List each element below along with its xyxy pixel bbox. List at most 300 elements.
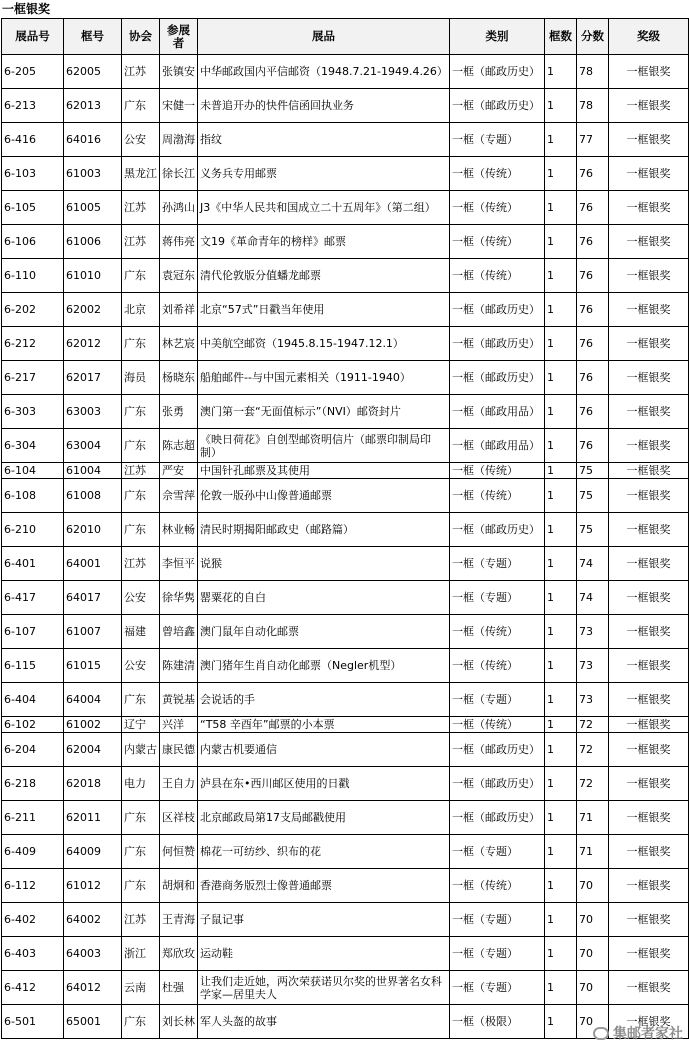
cell-exhibitor: 郑欣玫 bbox=[160, 937, 198, 971]
cell-score: 76 bbox=[577, 293, 609, 327]
cell-score: 77 bbox=[577, 123, 609, 157]
cell-frame-no: 62012 bbox=[64, 327, 122, 361]
cell-frame-count: 1 bbox=[545, 191, 577, 225]
cell-association: 海员 bbox=[122, 361, 160, 395]
cell-frame-count: 1 bbox=[545, 361, 577, 395]
cell-award: 一框银奖 bbox=[609, 513, 689, 547]
cell-category: 一框（传统） bbox=[450, 717, 545, 733]
cell-score: 70 bbox=[577, 1005, 609, 1039]
table-row bbox=[2, 547, 689, 581]
cell-score: 76 bbox=[577, 327, 609, 361]
cell-association: 广东 bbox=[122, 869, 160, 903]
cell-exhibitor: 张镇安 bbox=[160, 55, 198, 89]
cell-award: 一框银奖 bbox=[609, 547, 689, 581]
cell-exhibit: 伦敦一版孙中山像普通邮票 bbox=[198, 479, 450, 513]
cell-association: 广东 bbox=[122, 395, 160, 429]
cell-frame-no: 63003 bbox=[64, 395, 122, 429]
cell-exhibit: 船舶邮件--与中国元素相关（1911-1940） bbox=[198, 361, 450, 395]
cell-award: 一框银奖 bbox=[609, 717, 689, 733]
cell-frame-no: 62005 bbox=[64, 55, 122, 89]
cell-category: 一框（传统） bbox=[450, 869, 545, 903]
table-row bbox=[2, 361, 689, 395]
cell-exhibit-no: 6-303 bbox=[2, 395, 64, 429]
cell-category: 一框（传统） bbox=[450, 479, 545, 513]
cell-association: 广东 bbox=[122, 683, 160, 717]
cell-category: 一框（传统） bbox=[450, 259, 545, 293]
cell-score: 70 bbox=[577, 869, 609, 903]
cell-exhibitor: 刘长林 bbox=[160, 1005, 198, 1039]
cell-frame-count: 1 bbox=[545, 733, 577, 767]
table-row bbox=[2, 123, 689, 157]
cell-exhibit-no: 6-104 bbox=[2, 463, 64, 479]
cell-score: 75 bbox=[577, 463, 609, 479]
cell-exhibit: 说猴 bbox=[198, 547, 450, 581]
table-row bbox=[2, 157, 689, 191]
cell-award: 一框银奖 bbox=[609, 479, 689, 513]
cell-exhibit: 指纹 bbox=[198, 123, 450, 157]
cell-frame-no: 64002 bbox=[64, 903, 122, 937]
cell-frame-count: 1 bbox=[545, 903, 577, 937]
table-row bbox=[2, 513, 689, 547]
cell-exhibit: 北京“57式”日戳当年使用 bbox=[198, 293, 450, 327]
cell-frame-no: 61005 bbox=[64, 191, 122, 225]
cell-category: 一框（专题） bbox=[450, 971, 545, 1005]
cell-exhibit: “T58 辛酉年”邮票的小本票 bbox=[198, 717, 450, 733]
cell-exhibit-no: 6-202 bbox=[2, 293, 64, 327]
cell-exhibit-no: 6-106 bbox=[2, 225, 64, 259]
cell-award: 一框银奖 bbox=[609, 835, 689, 869]
cell-category: 一框（专题） bbox=[450, 835, 545, 869]
table-row bbox=[2, 615, 689, 649]
cell-frame-no: 64009 bbox=[64, 835, 122, 869]
cell-award: 一框银奖 bbox=[609, 225, 689, 259]
cell-association: 浙江 bbox=[122, 937, 160, 971]
cell-score: 76 bbox=[577, 225, 609, 259]
cell-category: 一框（专题） bbox=[450, 123, 545, 157]
cell-exhibit-no: 6-115 bbox=[2, 649, 64, 683]
cell-exhibit: 澳门第一套“无面值标示”（NVI）邮资封片 bbox=[198, 395, 450, 429]
cell-frame-no: 62018 bbox=[64, 767, 122, 801]
cell-association: 广东 bbox=[122, 327, 160, 361]
table-row bbox=[2, 581, 689, 615]
cell-category: 一框（专题） bbox=[450, 547, 545, 581]
cell-exhibit-no: 6-108 bbox=[2, 479, 64, 513]
cell-score: 74 bbox=[577, 581, 609, 615]
cell-frame-no: 61015 bbox=[64, 649, 122, 683]
cell-frame-no: 64012 bbox=[64, 971, 122, 1005]
cell-category: 一框（邮政历史） bbox=[450, 361, 545, 395]
cell-exhibitor: 胡炯和 bbox=[160, 869, 198, 903]
cell-score: 75 bbox=[577, 513, 609, 547]
cell-frame-no: 61004 bbox=[64, 463, 122, 479]
cell-score: 73 bbox=[577, 683, 609, 717]
cell-score: 76 bbox=[577, 361, 609, 395]
table-row bbox=[2, 395, 689, 429]
cell-score: 75 bbox=[577, 479, 609, 513]
cell-score: 71 bbox=[577, 835, 609, 869]
cell-frame-count: 1 bbox=[545, 547, 577, 581]
cell-exhibit-no: 6-212 bbox=[2, 327, 64, 361]
table-row bbox=[2, 89, 689, 123]
cell-exhibit: 棉花一可纺纱、织布的花 bbox=[198, 835, 450, 869]
col-header-frame-no: 框号 bbox=[64, 19, 122, 55]
cell-association: 北京 bbox=[122, 293, 160, 327]
cell-frame-count: 1 bbox=[545, 1005, 577, 1039]
cell-exhibitor: 刘希祥 bbox=[160, 293, 198, 327]
table-row bbox=[2, 327, 689, 361]
col-header-exhibit: 展品 bbox=[198, 19, 450, 55]
cell-exhibit-no: 6-211 bbox=[2, 801, 64, 835]
cell-score: 78 bbox=[577, 89, 609, 123]
awards-table bbox=[1, 18, 689, 1039]
cell-category: 一框（邮政历史） bbox=[450, 733, 545, 767]
cell-exhibit: 内蒙古机要通信 bbox=[198, 733, 450, 767]
cell-frame-count: 1 bbox=[545, 225, 577, 259]
cell-frame-count: 1 bbox=[545, 649, 577, 683]
cell-exhibitor: 曾培鑫 bbox=[160, 615, 198, 649]
table-row bbox=[2, 717, 689, 733]
cell-exhibitor: 宋健一 bbox=[160, 89, 198, 123]
cell-award: 一框银奖 bbox=[609, 293, 689, 327]
cell-association: 广东 bbox=[122, 479, 160, 513]
table-row bbox=[2, 55, 689, 89]
cell-frame-count: 1 bbox=[545, 971, 577, 1005]
cell-exhibitor: 兴洋 bbox=[160, 717, 198, 733]
table-body bbox=[2, 55, 689, 1039]
cell-exhibit-no: 6-501 bbox=[2, 1005, 64, 1039]
cell-category: 一框（传统） bbox=[450, 157, 545, 191]
cell-exhibitor: 杨晓东 bbox=[160, 361, 198, 395]
cell-frame-no: 65001 bbox=[64, 1005, 122, 1039]
cell-score: 72 bbox=[577, 717, 609, 733]
cell-category: 一框（专题） bbox=[450, 683, 545, 717]
cell-exhibit: 会说话的手 bbox=[198, 683, 450, 717]
cell-association: 广东 bbox=[122, 429, 160, 463]
table-row bbox=[2, 733, 689, 767]
cell-score: 76 bbox=[577, 191, 609, 225]
cell-exhibit-no: 6-402 bbox=[2, 903, 64, 937]
col-header-award: 奖级 bbox=[609, 19, 689, 55]
cell-exhibitor: 孙鸿山 bbox=[160, 191, 198, 225]
cell-score: 70 bbox=[577, 971, 609, 1005]
table-row bbox=[2, 429, 689, 463]
cell-exhibitor: 严安 bbox=[160, 463, 198, 479]
cell-exhibitor: 佘雪萍 bbox=[160, 479, 198, 513]
cell-exhibit: 中国针孔邮票及其使用 bbox=[198, 463, 450, 479]
col-header-score: 分数 bbox=[577, 19, 609, 55]
cell-exhibit-no: 6-417 bbox=[2, 581, 64, 615]
table-row bbox=[2, 463, 689, 479]
cell-category: 一框（邮政历史） bbox=[450, 293, 545, 327]
cell-category: 一框（邮政历史） bbox=[450, 55, 545, 89]
cell-frame-no: 64004 bbox=[64, 683, 122, 717]
cell-award: 一框银奖 bbox=[609, 429, 689, 463]
cell-exhibit-no: 6-110 bbox=[2, 259, 64, 293]
cell-exhibit: 澳门猪年生肖自动化邮票（Negler机型） bbox=[198, 649, 450, 683]
cell-exhibit: 罂粟花的自白 bbox=[198, 581, 450, 615]
cell-category: 一框（传统） bbox=[450, 225, 545, 259]
cell-frame-count: 1 bbox=[545, 463, 577, 479]
cell-association: 广东 bbox=[122, 259, 160, 293]
cell-award: 一框银奖 bbox=[609, 971, 689, 1005]
cell-exhibit: 让我们走近她，两次荣获诺贝尔奖的世界著名女科学家—居里夫人 bbox=[198, 971, 450, 1005]
cell-association: 黑龙江 bbox=[122, 157, 160, 191]
cell-score: 71 bbox=[577, 801, 609, 835]
cell-frame-count: 1 bbox=[545, 513, 577, 547]
table-row bbox=[2, 903, 689, 937]
cell-exhibit-no: 6-404 bbox=[2, 683, 64, 717]
cell-exhibitor: 林艺宸 bbox=[160, 327, 198, 361]
cell-frame-count: 1 bbox=[545, 293, 577, 327]
table-row bbox=[2, 293, 689, 327]
cell-frame-no: 61003 bbox=[64, 157, 122, 191]
table-row bbox=[2, 191, 689, 225]
cell-category: 一框（极限） bbox=[450, 1005, 545, 1039]
cell-exhibitor: 陈志超 bbox=[160, 429, 198, 463]
cell-association: 公安 bbox=[122, 649, 160, 683]
cell-award: 一框银奖 bbox=[609, 191, 689, 225]
cell-exhibit: J3《中华人民共和国成立二十五周年》（第二组） bbox=[198, 191, 450, 225]
cell-exhibit-no: 6-409 bbox=[2, 835, 64, 869]
cell-score: 76 bbox=[577, 429, 609, 463]
cell-association: 江苏 bbox=[122, 463, 160, 479]
cell-frame-count: 1 bbox=[545, 869, 577, 903]
cell-score: 72 bbox=[577, 733, 609, 767]
table-title: 一框银奖 bbox=[2, 2, 51, 16]
cell-frame-count: 1 bbox=[545, 581, 577, 615]
table-row bbox=[2, 835, 689, 869]
cell-award: 一框银奖 bbox=[609, 395, 689, 429]
cell-frame-no: 62013 bbox=[64, 89, 122, 123]
cell-award: 一框银奖 bbox=[609, 123, 689, 157]
cell-frame-no: 61010 bbox=[64, 259, 122, 293]
cell-frame-count: 1 bbox=[545, 479, 577, 513]
cell-score: 73 bbox=[577, 615, 609, 649]
cell-award: 一框银奖 bbox=[609, 157, 689, 191]
cell-exhibit: 子鼠记事 bbox=[198, 903, 450, 937]
cell-exhibit: 清民时期揭阳邮政史（邮路篇） bbox=[198, 513, 450, 547]
cell-association: 内蒙古 bbox=[122, 733, 160, 767]
cell-score: 76 bbox=[577, 395, 609, 429]
cell-award: 一框银奖 bbox=[609, 733, 689, 767]
cell-frame-no: 61008 bbox=[64, 479, 122, 513]
cell-award: 一框银奖 bbox=[609, 937, 689, 971]
cell-score: 73 bbox=[577, 649, 609, 683]
cell-frame-count: 1 bbox=[545, 259, 577, 293]
cell-exhibit-no: 6-217 bbox=[2, 361, 64, 395]
col-header-frame-count: 框数 bbox=[545, 19, 577, 55]
cell-exhibitor: 徐华隽 bbox=[160, 581, 198, 615]
table-row bbox=[2, 937, 689, 971]
cell-exhibitor: 王青海 bbox=[160, 903, 198, 937]
cell-exhibit-no: 6-204 bbox=[2, 733, 64, 767]
cell-association: 广东 bbox=[122, 89, 160, 123]
cell-frame-count: 1 bbox=[545, 395, 577, 429]
cell-award: 一框银奖 bbox=[609, 869, 689, 903]
table-row bbox=[2, 869, 689, 903]
cell-exhibit-no: 6-102 bbox=[2, 717, 64, 733]
cell-frame-no: 62004 bbox=[64, 733, 122, 767]
cell-score: 76 bbox=[577, 157, 609, 191]
cell-exhibit-no: 6-205 bbox=[2, 55, 64, 89]
cell-association: 广东 bbox=[122, 1005, 160, 1039]
cell-exhibit-no: 6-112 bbox=[2, 869, 64, 903]
cell-exhibit-no: 6-210 bbox=[2, 513, 64, 547]
cell-award: 一框银奖 bbox=[609, 683, 689, 717]
cell-exhibitor: 蒋伟亮 bbox=[160, 225, 198, 259]
cell-award: 一框银奖 bbox=[609, 903, 689, 937]
cell-exhibit: 清代伦敦版分值蟠龙邮票 bbox=[198, 259, 450, 293]
cell-frame-no: 64001 bbox=[64, 547, 122, 581]
cell-association: 广东 bbox=[122, 835, 160, 869]
cell-category: 一框（专题） bbox=[450, 937, 545, 971]
cell-frame-no: 61012 bbox=[64, 869, 122, 903]
table-row bbox=[2, 1005, 689, 1039]
table-row bbox=[2, 259, 689, 293]
cell-exhibit-no: 6-213 bbox=[2, 89, 64, 123]
cell-association: 辽宁 bbox=[122, 717, 160, 733]
cell-association: 公安 bbox=[122, 123, 160, 157]
cell-frame-no: 64016 bbox=[64, 123, 122, 157]
cell-exhibitor: 康民德 bbox=[160, 733, 198, 767]
cell-category: 一框（传统） bbox=[450, 649, 545, 683]
cell-association: 公安 bbox=[122, 581, 160, 615]
cell-category: 一框（邮政历史） bbox=[450, 513, 545, 547]
cell-award: 一框银奖 bbox=[609, 1005, 689, 1039]
cell-exhibit: 《映日荷花》自创型邮资明信片（邮票印制局印制） bbox=[198, 429, 450, 463]
cell-award: 一框银奖 bbox=[609, 463, 689, 479]
table-row bbox=[2, 683, 689, 717]
cell-category: 一框（邮政历史） bbox=[450, 89, 545, 123]
cell-frame-count: 1 bbox=[545, 89, 577, 123]
cell-award: 一框银奖 bbox=[609, 89, 689, 123]
cell-exhibitor: 张勇 bbox=[160, 395, 198, 429]
cell-category: 一框（邮政历史） bbox=[450, 801, 545, 835]
cell-category: 一框（传统） bbox=[450, 191, 545, 225]
cell-award: 一框银奖 bbox=[609, 581, 689, 615]
cell-exhibit-no: 6-304 bbox=[2, 429, 64, 463]
cell-frame-count: 1 bbox=[545, 55, 577, 89]
cell-frame-no: 62017 bbox=[64, 361, 122, 395]
cell-score: 78 bbox=[577, 55, 609, 89]
cell-exhibit: 义务兵专用邮票 bbox=[198, 157, 450, 191]
cell-exhibit-no: 6-403 bbox=[2, 937, 64, 971]
cell-association: 江苏 bbox=[122, 547, 160, 581]
cell-exhibit-no: 6-105 bbox=[2, 191, 64, 225]
cell-category: 一框（传统） bbox=[450, 463, 545, 479]
cell-exhibit: 军人头盔的故事 bbox=[198, 1005, 450, 1039]
cell-frame-count: 1 bbox=[545, 123, 577, 157]
cell-frame-count: 1 bbox=[545, 429, 577, 463]
cell-exhibitor: 黄锐基 bbox=[160, 683, 198, 717]
col-header-association: 协会 bbox=[122, 19, 160, 55]
table-row bbox=[2, 801, 689, 835]
cell-exhibitor: 王自力 bbox=[160, 767, 198, 801]
cell-award: 一框银奖 bbox=[609, 259, 689, 293]
cell-award: 一框银奖 bbox=[609, 327, 689, 361]
cell-association: 云南 bbox=[122, 971, 160, 1005]
cell-exhibit: 未普追开办的快件信函回执业务 bbox=[198, 89, 450, 123]
cell-frame-count: 1 bbox=[545, 835, 577, 869]
header-row bbox=[2, 19, 689, 55]
cell-exhibitor: 区祥枝 bbox=[160, 801, 198, 835]
cell-frame-count: 1 bbox=[545, 717, 577, 733]
cell-exhibit-no: 6-416 bbox=[2, 123, 64, 157]
cell-category: 一框（专题） bbox=[450, 903, 545, 937]
cell-award: 一框银奖 bbox=[609, 361, 689, 395]
cell-frame-no: 64017 bbox=[64, 581, 122, 615]
cell-exhibit-no: 6-107 bbox=[2, 615, 64, 649]
cell-frame-no: 61007 bbox=[64, 615, 122, 649]
cell-score: 76 bbox=[577, 259, 609, 293]
cell-award: 一框银奖 bbox=[609, 767, 689, 801]
cell-frame-count: 1 bbox=[545, 937, 577, 971]
cell-exhibit: 运动鞋 bbox=[198, 937, 450, 971]
cell-exhibitor: 李恒平 bbox=[160, 547, 198, 581]
cell-frame-count: 1 bbox=[545, 327, 577, 361]
cell-frame-count: 1 bbox=[545, 767, 577, 801]
cell-score: 70 bbox=[577, 937, 609, 971]
cell-association: 广东 bbox=[122, 801, 160, 835]
cell-frame-no: 63004 bbox=[64, 429, 122, 463]
cell-score: 70 bbox=[577, 903, 609, 937]
cell-association: 江苏 bbox=[122, 191, 160, 225]
table-row bbox=[2, 225, 689, 259]
cell-association: 江苏 bbox=[122, 903, 160, 937]
cell-score: 74 bbox=[577, 547, 609, 581]
cell-award: 一框银奖 bbox=[609, 649, 689, 683]
cell-exhibit: 文19《革命青年的榜样》邮票 bbox=[198, 225, 450, 259]
cell-exhibitor: 陈建清 bbox=[160, 649, 198, 683]
cell-award: 一框银奖 bbox=[609, 615, 689, 649]
cell-category: 一框（传统） bbox=[450, 615, 545, 649]
cell-frame-no: 64003 bbox=[64, 937, 122, 971]
cell-frame-no: 61002 bbox=[64, 717, 122, 733]
cell-frame-no: 62002 bbox=[64, 293, 122, 327]
table-row bbox=[2, 649, 689, 683]
cell-exhibitor: 袁冠东 bbox=[160, 259, 198, 293]
cell-frame-count: 1 bbox=[545, 615, 577, 649]
watermark-text: 集邮者家社 bbox=[613, 1026, 683, 1042]
cell-association: 福建 bbox=[122, 615, 160, 649]
cell-frame-count: 1 bbox=[545, 683, 577, 717]
cell-association: 江苏 bbox=[122, 55, 160, 89]
cell-exhibit-no: 6-218 bbox=[2, 767, 64, 801]
cell-exhibitor: 何恒赞 bbox=[160, 835, 198, 869]
cell-exhibit: 澳门鼠年自动化邮票 bbox=[198, 615, 450, 649]
cell-frame-count: 1 bbox=[545, 801, 577, 835]
cell-association: 广东 bbox=[122, 513, 160, 547]
cell-exhibit: 中美航空邮资（1945.8.15-1947.12.1） bbox=[198, 327, 450, 361]
table-row bbox=[2, 971, 689, 1005]
cell-category: 一框（邮政历史） bbox=[450, 767, 545, 801]
cell-exhibit-no: 6-103 bbox=[2, 157, 64, 191]
cell-score: 72 bbox=[577, 767, 609, 801]
cell-frame-no: 62011 bbox=[64, 801, 122, 835]
cell-frame-no: 61006 bbox=[64, 225, 122, 259]
cell-exhibitor: 徐长江 bbox=[160, 157, 198, 191]
cell-category: 一框（邮政历史） bbox=[450, 327, 545, 361]
table-row bbox=[2, 479, 689, 513]
cell-exhibitor: 杜强 bbox=[160, 971, 198, 1005]
table-row bbox=[2, 767, 689, 801]
cell-frame-count: 1 bbox=[545, 157, 577, 191]
col-header-exhibitor: 参展者 bbox=[160, 19, 198, 55]
cell-exhibit-no: 6-412 bbox=[2, 971, 64, 1005]
cell-exhibitor: 周渤海 bbox=[160, 123, 198, 157]
cell-exhibit: 北京邮政局第17支局邮戳使用 bbox=[198, 801, 450, 835]
cell-category: 一框（邮政用品） bbox=[450, 429, 545, 463]
